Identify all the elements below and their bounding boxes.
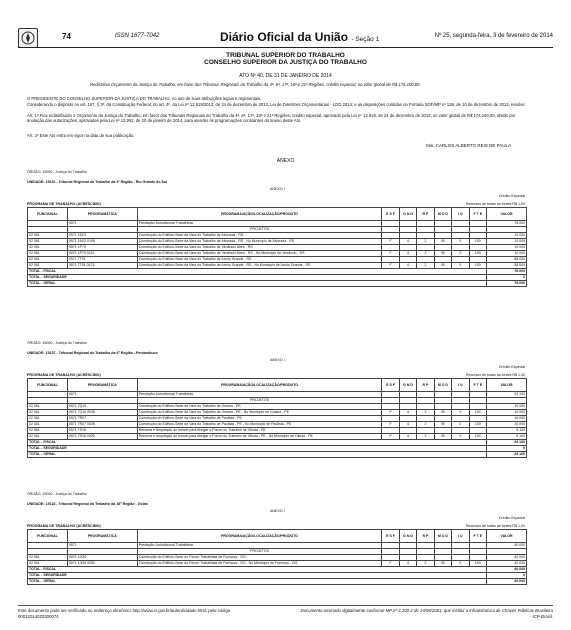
credit-type: Crédito Especial bbox=[498, 365, 525, 369]
table-cell: 02 061 bbox=[28, 245, 68, 251]
table-cell: 10.000 bbox=[487, 239, 527, 245]
table-cell: 0571 1P73 0110 bbox=[67, 251, 137, 257]
table-cell: 100 bbox=[469, 263, 486, 269]
table-cell: 02 061 bbox=[28, 428, 68, 434]
table-cell: 4 bbox=[399, 422, 416, 428]
table-cell: 90 bbox=[434, 561, 451, 567]
table-cell: 0571 7R07 0026 bbox=[67, 422, 137, 428]
column-header: M O D bbox=[434, 530, 451, 543]
credit-type: Crédito Especial bbox=[498, 194, 525, 198]
total-value: 0 bbox=[487, 275, 527, 281]
annex-tag: ANEXO I bbox=[270, 509, 285, 513]
table-cell: 02 061 bbox=[28, 251, 68, 257]
table-cell: 0571 10G6 0052 bbox=[67, 561, 137, 567]
column-header: E S F bbox=[382, 530, 399, 543]
table-cell: 10.000 bbox=[487, 416, 527, 422]
budget-table bbox=[27, 529, 527, 585]
column-header: PROGRAMA/AÇÃO/LOCALIZAÇÃO/PRODUTO bbox=[137, 379, 382, 392]
table-cell: 0571 7S18 0026 bbox=[67, 434, 137, 440]
program-label: PROGRAMA DE TRABALHO (ACRÉSCIMO) bbox=[27, 373, 101, 377]
table-cell: 2 bbox=[417, 251, 434, 257]
table-cell: 9.100 bbox=[487, 434, 527, 440]
unidade-label: UNIDADE: 15118 - Tribunal Regional do Trabalho da 18ª Região - Goiás bbox=[27, 502, 148, 506]
table-cell: 2 bbox=[417, 263, 434, 269]
total-value: 78.000 bbox=[487, 281, 527, 287]
table-cell: Construção do Edifício-Sede da Vara do Trabalho de Goiana - PE bbox=[137, 404, 382, 410]
table-cell: 0571 7T91 0123 bbox=[67, 263, 137, 269]
table-cell: Construção do Edifício-Sede da Vara do Trabalho de Alvorada - RS bbox=[137, 233, 382, 239]
table-cell: Prestação Jurisdicional Trabalhista bbox=[137, 392, 382, 398]
total-value: 40.000 bbox=[487, 579, 527, 585]
table-cell: 0571 10G6 bbox=[67, 555, 137, 561]
publication-title bbox=[220, 30, 379, 44]
program-label: PROGRAMA DE TRABALHO (ACRÉSCIMO) bbox=[27, 524, 101, 528]
table-cell: 02 061 bbox=[28, 422, 68, 428]
table-cell: 02 061 bbox=[28, 434, 68, 440]
column-header: R P bbox=[417, 530, 434, 543]
table-cell: 100 bbox=[469, 422, 486, 428]
table-cell: Prestação Jurisdicional Trabalhista bbox=[137, 221, 382, 227]
total-value: 0 bbox=[487, 446, 527, 452]
table-cell: 100 bbox=[469, 410, 486, 416]
annex-tag: ANEXO I bbox=[270, 358, 285, 362]
table-cell: Construção do Edifício-Sede da Vara do Trabalho de Venâncio Aires - RS - No Município de Venâncio - RS bbox=[137, 251, 382, 257]
table-cell: 90 bbox=[434, 263, 451, 269]
total-label: TOTAL - GERAL bbox=[28, 281, 487, 287]
table-cell: 100 bbox=[469, 251, 486, 257]
table-cell: 4 bbox=[399, 239, 416, 245]
table-cell: 58.000 bbox=[487, 263, 527, 269]
table-cell: 29.100 bbox=[487, 392, 527, 398]
total-label: TOTAL - FISCAL bbox=[28, 269, 487, 275]
table-cell: PROJETOS bbox=[137, 398, 382, 404]
table-cell: Reforma e Ampliação do Imóvel para Abrigar o Fórum do Trabalho de Olinda - PE bbox=[137, 428, 382, 434]
footer-signature-note: Documento assinado digitalmente conforme MP nº 2.200-2 de 24/08/2001, que institui a Infraestrutura de Chaves Públicas Brasileira - ICP-Brasil. bbox=[300, 608, 553, 619]
table-cell: 2 bbox=[417, 422, 434, 428]
column-header: M O D bbox=[434, 208, 451, 221]
column-header: PROGRAMA/AÇÃO/LOCALIZAÇÃO/PRODUTO bbox=[137, 208, 382, 221]
table-cell: 0571 151D bbox=[67, 233, 137, 239]
column-header: E S F bbox=[382, 379, 399, 392]
total-value: 78.000 bbox=[487, 269, 527, 275]
table-cell: F bbox=[382, 561, 399, 567]
orgao-label: ÓRGÃO: 15000 - Justiça do Trabalho bbox=[27, 341, 87, 345]
table-cell: F bbox=[382, 239, 399, 245]
act-title: ATO Nº 40, DE 31 DE JANEIRO DE 2014 bbox=[239, 73, 332, 79]
column-header: PROGRAMÁTICA bbox=[67, 208, 137, 221]
resources-label: Recursos de todas as fontes R$ 1,00 bbox=[465, 373, 525, 377]
header-divider bbox=[18, 47, 553, 48]
table-cell: 0571 bbox=[67, 221, 137, 227]
table-cell: 2 bbox=[417, 239, 434, 245]
table-cell: F bbox=[382, 251, 399, 257]
table-cell: Construção do Edifício-Sede da Vara do Trabalho de Paulista - PE bbox=[137, 416, 382, 422]
table-cell: 2 bbox=[417, 561, 434, 567]
total-label: TOTAL - GERAL bbox=[28, 452, 487, 458]
table-cell: 02 061 bbox=[28, 263, 68, 269]
total-value: 40.000 bbox=[487, 567, 527, 573]
table-cell: 90 bbox=[434, 422, 451, 428]
section-label: - Seção 1 bbox=[351, 36, 380, 43]
table-cell: 10.000 bbox=[487, 251, 527, 257]
total-label: TOTAL - FISCAL bbox=[28, 440, 487, 446]
column-header: VALOR bbox=[487, 530, 527, 543]
table-cell: 0 bbox=[452, 410, 469, 416]
table-cell: F bbox=[382, 410, 399, 416]
table-cell: 02 061 bbox=[28, 257, 68, 263]
table-cell: Construção do Edifício-Sede da Vara do Trabalho de Paulista - PE - No Município de Paulista - PE bbox=[137, 422, 382, 428]
column-header: FUNCIONAL bbox=[28, 379, 68, 392]
paragraph-2: Considerando o disposto no art. 167, § 3º, da Constituição Federal; do art. 4º, da Lei nº 12.919/2013, de 24 de dezembro de 2013, Lei de Diretrizes Orçamentárias - LDO 2014; e as disposições contidas na Portaria SOF/MP nº 136, de 10 de dezembro de 2013, resolve: bbox=[27, 102, 526, 107]
table-cell: 2 bbox=[417, 434, 434, 440]
table-cell: Construção do Edifício-Sede da Vara do Trabalho de Arroio Grande - RS bbox=[137, 257, 382, 263]
column-header: FUNCIONAL bbox=[28, 208, 68, 221]
credit-type: Crédito Especial bbox=[498, 516, 525, 520]
column-header: F T E bbox=[469, 530, 486, 543]
orgao-label: ÓRGÃO: 15000 - Justiça do Trabalho bbox=[27, 170, 87, 174]
table-cell: 90 bbox=[434, 251, 451, 257]
act-summary: Redistribui Orçamento da Justiça do Trabalho, em favor dos Tribunais Regionais do Trabalho da 4ª, 6ª, 17ª, 18ª e 21ª Regiões, crédito especial, no valor global de R$ 174.100,00. bbox=[90, 82, 421, 87]
table-cell: F bbox=[382, 422, 399, 428]
page-number: 74 bbox=[62, 32, 71, 41]
table-cell: F bbox=[382, 434, 399, 440]
publication-name: Diário Oficial da União bbox=[220, 30, 349, 44]
table-cell: 02 061 bbox=[28, 555, 68, 561]
column-header: I U bbox=[452, 379, 469, 392]
table-cell: Construção do Edifício-Sede do Fórum Trabalhista de Formosa - GO bbox=[137, 555, 382, 561]
column-header: I U bbox=[452, 208, 469, 221]
column-header: VALOR bbox=[487, 208, 527, 221]
resources-label: Recursos de todas as fontes R$ 1,00 bbox=[465, 202, 525, 206]
table-cell: Construção do Edifício-Sede do Fórum Trabalhista de Formosa - GO - No Município de Formosa - GO bbox=[137, 561, 382, 567]
court-title: TRIBUNAL SUPERIOR DO TRABALHO bbox=[226, 52, 345, 59]
column-header: R P bbox=[417, 208, 434, 221]
table-cell: 0 bbox=[452, 434, 469, 440]
total-row bbox=[28, 579, 527, 585]
table-cell: 78.000 bbox=[487, 221, 527, 227]
table-cell: 40.000 bbox=[487, 543, 527, 549]
coat-of-arms-icon bbox=[18, 28, 38, 48]
council-title: CONSELHO SUPERIOR DA JUSTIÇA DO TRABALHO bbox=[204, 59, 367, 66]
table-cell: 0571 7S18 bbox=[67, 428, 137, 434]
column-header: M O D bbox=[434, 379, 451, 392]
footer-divider bbox=[18, 605, 553, 606]
total-label: TOTAL - FISCAL bbox=[28, 567, 487, 573]
table-cell: 90 bbox=[434, 239, 451, 245]
table-cell: 02 061 bbox=[28, 233, 68, 239]
table-cell: 100 bbox=[469, 434, 486, 440]
table-cell: 0 bbox=[452, 561, 469, 567]
column-header: PROGRAMA/AÇÃO/LOCALIZAÇÃO/PRODUTO bbox=[137, 530, 382, 543]
table-cell: 02 061 bbox=[28, 404, 68, 410]
total-value: 29.100 bbox=[487, 440, 527, 446]
table-cell: F bbox=[382, 263, 399, 269]
table-cell: 02 061 bbox=[28, 561, 68, 567]
table-cell: 10.000 bbox=[487, 410, 527, 416]
table-cell: 0571 7R07 bbox=[67, 416, 137, 422]
table-cell: Construção do Edifício-Sede da Vara do Trabalho de Goiana - PE - No Município de Goiana - PE bbox=[137, 410, 382, 416]
resources-label: Recursos de todas as fontes R$ 1,00 bbox=[465, 524, 525, 528]
table-cell: 58.000 bbox=[487, 257, 527, 263]
table-cell: 02 061 bbox=[28, 239, 68, 245]
total-value: 0 bbox=[487, 573, 527, 579]
annex-title: ANEXO bbox=[276, 158, 295, 164]
column-header: R P bbox=[417, 379, 434, 392]
table-cell: 0 bbox=[452, 422, 469, 428]
table-cell: 10.000 bbox=[487, 422, 527, 428]
column-header: G N D bbox=[399, 379, 416, 392]
table-cell: 4 bbox=[399, 410, 416, 416]
signature: Min. CARLOS ALBERTO REIS DE PAULA bbox=[425, 143, 511, 148]
column-header: G N D bbox=[399, 530, 416, 543]
table-cell: Construção do Edifício-Sede da Vara do Trabalho de Alvorada - RS - No Município de Alvorada - RS bbox=[137, 239, 382, 245]
table-cell: 40.000 bbox=[487, 555, 527, 561]
table-cell: 0571 151D 0108 bbox=[67, 239, 137, 245]
table-cell: Construção do Edifício-Sede da Vara do Trabalho de Arroio Grande - RS - No Município de Arroio Grande - RS bbox=[137, 263, 382, 269]
page-header bbox=[18, 30, 553, 46]
paragraph-3: Art. 1º Fica redistribuído o Orçamento da Justiça do Trabalho, em favor dos Tribunais Regionais do Trabalho da 4ª, 6ª, 17ª, 18ª e 21ª Regiões, crédito especial, aprovado pela Lei nº 12.919, de 24 de dezembro de 2013, no valor global de R$ 174.100,00, obtido por anulação das autorizações, aprovadas pela Lei nº 12.952, de 20 de janeiro de 2014, para atender às programações constantes do anexo deste Ato. bbox=[27, 113, 516, 123]
table-cell: 10.000 bbox=[487, 233, 527, 239]
table-cell: PROJETOS bbox=[137, 549, 382, 555]
table-cell: 0571 bbox=[67, 543, 137, 549]
table-cell: 02 061 bbox=[28, 410, 68, 416]
table-cell: PROJETOS bbox=[137, 227, 382, 233]
unidade-label: UNIDADE: 15107 - Tribunal Regional do Trabalho da 6ª Região - Pernambuco bbox=[27, 351, 158, 355]
budget-table bbox=[27, 207, 527, 287]
footer-verification: Este documento pode ser verificado no endereço eletrônico http://www.in.gov.br/autenticidade.html, pelo código 00012014020300074 bbox=[18, 608, 231, 619]
total-label: TOTAL - SEGURIDADE bbox=[28, 275, 487, 281]
table-cell: 4 bbox=[399, 251, 416, 257]
table-cell: 4 bbox=[399, 561, 416, 567]
table-cell: 100 bbox=[469, 239, 486, 245]
program-label: PROGRAMA DE TRABALHO (ACRÉSCIMO) bbox=[27, 202, 101, 206]
total-row bbox=[28, 452, 527, 458]
total-label: TOTAL - GERAL bbox=[28, 579, 487, 585]
issn: ISSN 1677-7042 bbox=[115, 33, 160, 39]
table-cell: 100 bbox=[469, 561, 486, 567]
edition-info: Nº 25, segunda-feira, 3 de fevereiro de 2014 bbox=[434, 33, 553, 39]
column-header: G N D bbox=[399, 208, 416, 221]
table-cell: 9.100 bbox=[487, 428, 527, 434]
table-cell: 90 bbox=[434, 410, 451, 416]
table-cell: Prestação Jurisdicional Trabalhista bbox=[137, 543, 382, 549]
table-cell: 0 bbox=[452, 251, 469, 257]
table-cell: 0571 bbox=[67, 392, 137, 398]
table-cell: 0 bbox=[452, 239, 469, 245]
total-label: TOTAL - SEGURIDADE bbox=[28, 446, 487, 452]
paragraph-4: Art. 2º Este Ato entra em vigor na data de sua publicação. bbox=[27, 133, 135, 138]
table-cell: 10.000 bbox=[487, 404, 527, 410]
table-cell: 0571 7Q10 0026 bbox=[67, 410, 137, 416]
table-cell: 4 bbox=[399, 263, 416, 269]
column-header: F T E bbox=[469, 208, 486, 221]
table-cell: Reforma e Ampliação do Imóvel para Abrigar o Fórum do Trabalho de Olinda - PE - No Município de Olinda - PE bbox=[137, 434, 382, 440]
paragraph-1: O PRESIDENTE DO CONSELHO SUPERIOR DA JUSTIÇA DO TRABALHO, no uso de suas atribuições legais e regimentais, bbox=[27, 96, 262, 101]
table-cell: 90 bbox=[434, 434, 451, 440]
unidade-label: UNIDADE: 15110 - Tribunal Regional do Trabalho da 4ª Região - Rio Grande do Sul bbox=[27, 180, 168, 184]
table-cell: 02 061 bbox=[28, 416, 68, 422]
table-cell: 0571 1P73 bbox=[67, 245, 137, 251]
orgao-label: ÓRGÃO: 15000 - Justiça do Trabalho bbox=[27, 492, 87, 496]
total-label: TOTAL - SEGURIDADE bbox=[28, 573, 487, 579]
budget-table bbox=[27, 378, 527, 458]
table-cell: 40.000 bbox=[487, 561, 527, 567]
column-header: E S F bbox=[382, 208, 399, 221]
table-cell: Construção do Edifício-Sede da Vara do Trabalho de Venâncio Aires - RS bbox=[137, 245, 382, 251]
total-row bbox=[28, 281, 527, 287]
table-cell: 2 bbox=[417, 410, 434, 416]
column-header: I U bbox=[452, 530, 469, 543]
column-header: F T E bbox=[469, 379, 486, 392]
total-value: 29.100 bbox=[487, 452, 527, 458]
annex-tag: ANEXO I bbox=[270, 187, 285, 191]
table-cell: 0571 7T91 bbox=[67, 257, 137, 263]
table-cell: 0571 7Q10 bbox=[67, 404, 137, 410]
column-header: PROGRAMÁTICA bbox=[67, 379, 137, 392]
table-cell: 10.000 bbox=[487, 245, 527, 251]
table-cell: 4 bbox=[399, 434, 416, 440]
column-header: FUNCIONAL bbox=[28, 530, 68, 543]
table-cell: 0 bbox=[452, 263, 469, 269]
column-header: PROGRAMÁTICA bbox=[67, 530, 137, 543]
column-header: VALOR bbox=[487, 379, 527, 392]
